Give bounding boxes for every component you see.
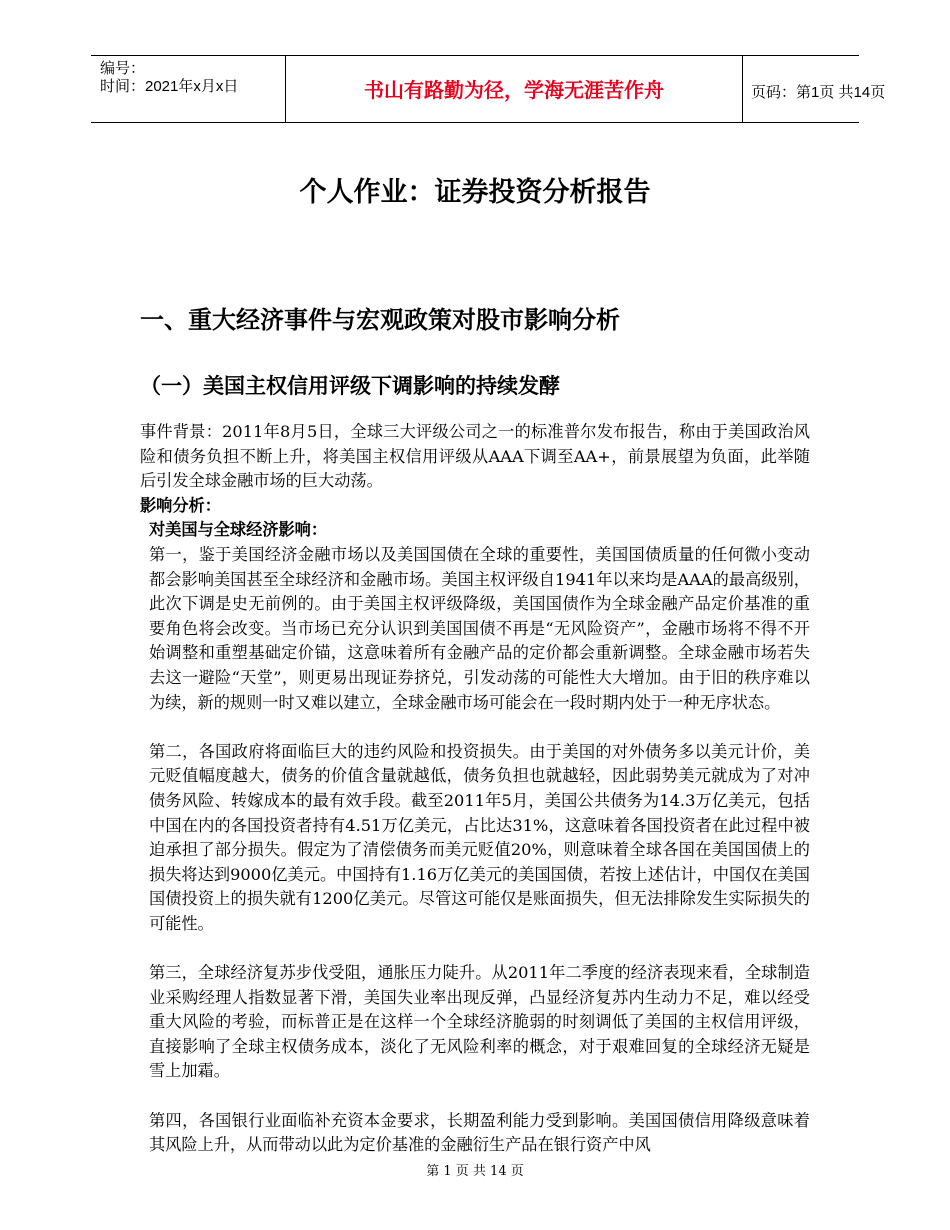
header-left-cell bbox=[91, 56, 285, 122]
section-heading: 一、重大经济事件与宏观政策对股市影响分析 bbox=[140, 306, 620, 334]
paragraph-spacer bbox=[140, 936, 810, 961]
body-paragraph-2: 第二，各国政府将面临巨大的违约风险和投资损失。由于美国的对外债务多以美元计价，美元贬值幅度越大，债务的价值含量就越低，债务负担也就越轻，因此弱势美元就成为了对冲债务风险、转嫁成本的最有效手段。截至2011年5月，美国公共债务为14.3万亿美元，包括中国在内的各国投资者持有4.51万亿美元，占比达31%，这意味着各国投资者在此过程中被迫承担了部分损失。假定为了清偿债务而美元贬值20%，则意味着全球各国在美国国债上的损失将达到9000亿美元。中国持有1.16万亿美元的美国国债，若按上述估计，中国仅在美国国债投资上的损失就有1200亿美元。尽管这可能仅是账面损失，但无法排除发生实际损失的可能性。 bbox=[149, 741, 810, 933]
document-time-label: 时间：2021年x月x日 bbox=[100, 78, 239, 95]
body-paragraph-1: 第一，鉴于美国经济金融市场以及美国国债在全球的重要性，美国国债质量的任何微小变动都会影响美国甚至全球经济和金融市场。美国主权评级自1941年以来均是AAA的最高级别，此次下调是史无前例的。由于美国主权评级降级，美国国债作为全球金融产品定价基准的重要角色将会改变。当市场已充分认识到美国国债不再是“无风险资产”，金融市场将不得不开始调整和重塑基础定价锚，这意味着所有金融产品的定价都会重新调整。全球金融市场若失去这一避险“天堂”，则更易出现证券挤兑，引发动荡的可能性大大增加。由于旧的秩序难以为续，新的规则一时又难以建立，全球金融市场可能会在一段时期内处于一种无序状态。 bbox=[149, 544, 810, 712]
paragraph-spacer bbox=[140, 1084, 810, 1109]
impact-analysis-label: 影响分析： bbox=[140, 495, 221, 515]
header-motto-cell bbox=[285, 56, 743, 122]
event-background-paragraph: 事件背景：2011年8月5日，全球三大评级公司之一的标准普尔发布报告，称由于美国政治风险和债务负担不断上升，将美国主权信用评级从AAA下调至AA+，前景展望为负面，此举随后引发全球金融市场的巨大动荡。 bbox=[140, 422, 810, 491]
body-paragraph-4: 第四，各国银行业面临补充资本金要求，长期盈利能力受到影响。美国国债信用降级意味着其风险上升，从而带动以此为定价基准的金融衍生产品在银行资产中风 bbox=[149, 1110, 810, 1155]
document-body bbox=[140, 420, 810, 1158]
impact-sub-label: 对美国与全球经济影响： bbox=[149, 520, 328, 540]
page-footer: 第 1 页 共 14 页 bbox=[426, 1164, 524, 1179]
subsection-heading: （一）美国主权信用评级下调影响的持续发酵 bbox=[140, 374, 560, 398]
header-motto: 书山有路勤为径，学海无涯苦作舟 bbox=[364, 78, 664, 102]
paragraph-spacer bbox=[140, 715, 810, 740]
header-page-cell bbox=[743, 56, 886, 122]
document-number-label: 编号： bbox=[100, 60, 146, 77]
header-page-info: 页码：第1页 共14页 bbox=[751, 84, 886, 101]
body-paragraph-3: 第三，全球经济复苏步伐受阻，通胀压力陡升。从2011年二季度的经济表现来看，全球制造业采购经理人指数显著下滑，美国失业率出现反弹，凸显经济复苏内生动力不足，难以经受重大风险的考验，而标普正是在这样一个全球经济脆弱的时刻调低了美国的主权信用评级，直接影响了全球主权债务成本，淡化了无风险利率的概念，对于艰难回复的全球经济无疑是雪上加霜。 bbox=[149, 963, 810, 1081]
document-title: 个人作业：证券投资分析报告 bbox=[299, 177, 651, 208]
page-header bbox=[91, 55, 886, 123]
